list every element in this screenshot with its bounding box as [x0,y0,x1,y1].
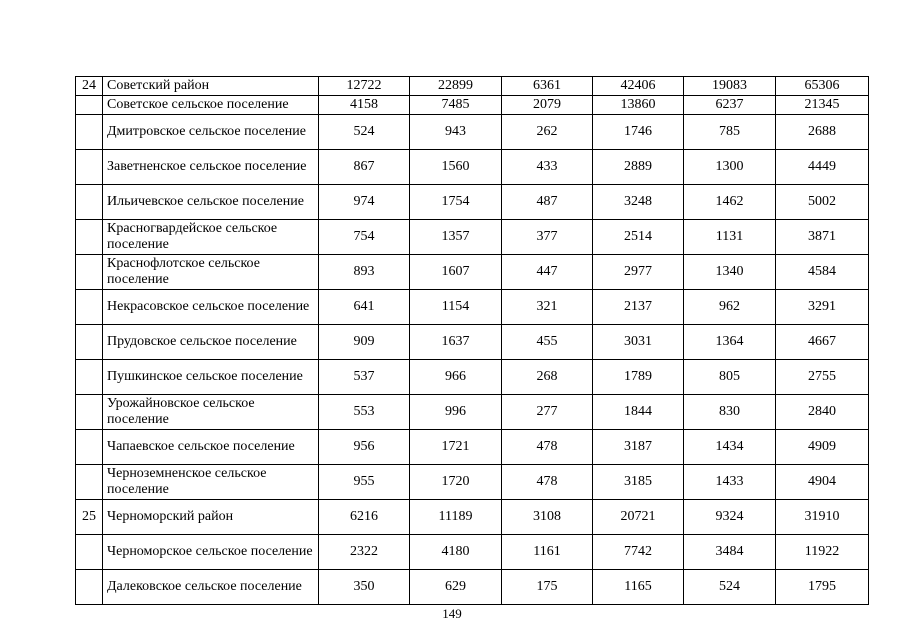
value-cell-3: 3108 [502,500,593,535]
settlement-name-cell: Красногвардейское сельское поселение [103,220,319,255]
table-row [76,255,869,290]
settlement-name-cell: Урожайновское сельское поселение [103,395,319,430]
value-cell-1: 4158 [319,96,410,115]
value-cell-2: 1754 [410,185,502,220]
value-cell-6: 4449 [776,150,869,185]
value-cell-2: 1607 [410,255,502,290]
value-cell-5: 6237 [684,96,776,115]
value-cell-5: 830 [684,395,776,430]
value-cell-2: 4180 [410,535,502,570]
value-cell-4: 42406 [593,77,684,96]
value-cell-1: 955 [319,465,410,500]
value-cell-4: 1165 [593,570,684,605]
row-number-cell [76,570,103,605]
row-number-cell [76,115,103,150]
value-cell-4: 3031 [593,325,684,360]
row-number-cell [76,255,103,290]
settlement-name-cell: Заветненское сельское поселение [103,150,319,185]
value-cell-1: 754 [319,220,410,255]
value-cell-3: 447 [502,255,593,290]
row-number-cell [76,465,103,500]
row-number-cell [76,185,103,220]
value-cell-5: 1300 [684,150,776,185]
value-cell-2: 11189 [410,500,502,535]
value-cell-1: 2322 [319,535,410,570]
settlement-name-cell: Советский район [103,77,319,96]
value-cell-4: 2889 [593,150,684,185]
settlement-name-cell: Черноземненское сельское поселение [103,465,319,500]
value-cell-4: 1844 [593,395,684,430]
value-cell-5: 524 [684,570,776,605]
value-cell-6: 65306 [776,77,869,96]
row-number-cell: 24 [76,77,103,96]
value-cell-3: 478 [502,430,593,465]
row-number-cell [76,150,103,185]
value-cell-2: 629 [410,570,502,605]
value-cell-2: 1560 [410,150,502,185]
value-cell-3: 478 [502,465,593,500]
settlement-name-cell: Некрасовское сельское поселение [103,290,319,325]
value-cell-5: 9324 [684,500,776,535]
table-row [76,150,869,185]
value-cell-5: 785 [684,115,776,150]
table-row [76,465,869,500]
value-cell-5: 3484 [684,535,776,570]
page-number: 149 [442,606,462,621]
table-row [76,96,869,115]
value-cell-6: 31910 [776,500,869,535]
value-cell-5: 962 [684,290,776,325]
value-cell-1: 893 [319,255,410,290]
value-cell-3: 433 [502,150,593,185]
settlement-name-cell: Черноморский район [103,500,319,535]
value-cell-2: 7485 [410,96,502,115]
settlement-name-cell: Советское сельское поселение [103,96,319,115]
value-cell-3: 262 [502,115,593,150]
table-row [76,395,869,430]
value-cell-6: 3291 [776,290,869,325]
value-cell-4: 20721 [593,500,684,535]
value-cell-5: 805 [684,360,776,395]
value-cell-4: 2137 [593,290,684,325]
table-row [76,220,869,255]
value-cell-3: 377 [502,220,593,255]
value-cell-6: 5002 [776,185,869,220]
value-cell-3: 321 [502,290,593,325]
value-cell-2: 1721 [410,430,502,465]
settlement-name-cell: Чапаевское сельское поселение [103,430,319,465]
value-cell-1: 974 [319,185,410,220]
settlement-name-cell: Прудовское сельское поселение [103,325,319,360]
table-row [76,535,869,570]
value-cell-2: 22899 [410,77,502,96]
value-cell-1: 553 [319,395,410,430]
value-cell-4: 3187 [593,430,684,465]
row-number-cell: 25 [76,500,103,535]
value-cell-5: 1364 [684,325,776,360]
settlement-name-cell: Пушкинское сельское поселение [103,360,319,395]
value-cell-6: 2840 [776,395,869,430]
table-row [76,500,869,535]
value-cell-4: 7742 [593,535,684,570]
value-cell-6: 4904 [776,465,869,500]
row-number-cell [76,360,103,395]
table-row [76,115,869,150]
value-cell-4: 2514 [593,220,684,255]
value-cell-6: 4584 [776,255,869,290]
table-row [76,185,869,220]
value-cell-5: 1434 [684,430,776,465]
value-cell-4: 3248 [593,185,684,220]
value-cell-4: 2977 [593,255,684,290]
value-cell-3: 487 [502,185,593,220]
value-cell-1: 6216 [319,500,410,535]
value-cell-3: 277 [502,395,593,430]
row-number-cell [76,96,103,115]
value-cell-3: 2079 [502,96,593,115]
value-cell-5: 1433 [684,465,776,500]
settlement-name-cell: Дмитровское сельское поселение [103,115,319,150]
table-row [76,77,869,96]
value-cell-3: 1161 [502,535,593,570]
row-number-cell [76,290,103,325]
value-cell-2: 1720 [410,465,502,500]
value-cell-2: 996 [410,395,502,430]
settlement-name-cell: Ильичевское сельское поселение [103,185,319,220]
value-cell-5: 1131 [684,220,776,255]
value-cell-6: 2688 [776,115,869,150]
value-cell-1: 537 [319,360,410,395]
settlement-name-cell: Далековское сельское поселение [103,570,319,605]
row-number-cell [76,395,103,430]
value-cell-2: 943 [410,115,502,150]
value-cell-1: 909 [319,325,410,360]
settlement-name-cell: Черноморское сельское поселение [103,535,319,570]
value-cell-4: 1789 [593,360,684,395]
table-row [76,570,869,605]
row-number-cell [76,430,103,465]
value-cell-1: 524 [319,115,410,150]
value-cell-1: 12722 [319,77,410,96]
value-cell-4: 1746 [593,115,684,150]
table-row [76,360,869,395]
value-cell-1: 641 [319,290,410,325]
value-cell-6: 2755 [776,360,869,395]
value-cell-4: 3185 [593,465,684,500]
value-cell-6: 1795 [776,570,869,605]
value-cell-1: 956 [319,430,410,465]
row-number-cell [76,325,103,360]
value-cell-6: 3871 [776,220,869,255]
table-row [76,430,869,465]
value-cell-6: 11922 [776,535,869,570]
settlement-name-cell: Краснофлотское сельское поселение [103,255,319,290]
value-cell-2: 966 [410,360,502,395]
value-cell-1: 350 [319,570,410,605]
value-cell-5: 1340 [684,255,776,290]
value-cell-6: 4667 [776,325,869,360]
value-cell-2: 1637 [410,325,502,360]
table-row [76,290,869,325]
table-row [76,325,869,360]
value-cell-6: 4909 [776,430,869,465]
value-cell-5: 19083 [684,77,776,96]
value-cell-1: 867 [319,150,410,185]
row-number-cell [76,220,103,255]
value-cell-4: 13860 [593,96,684,115]
value-cell-2: 1357 [410,220,502,255]
value-cell-3: 455 [502,325,593,360]
value-cell-6: 21345 [776,96,869,115]
value-cell-5: 1462 [684,185,776,220]
value-cell-2: 1154 [410,290,502,325]
row-number-cell [76,535,103,570]
value-cell-3: 6361 [502,77,593,96]
table-body [76,77,869,605]
value-cell-3: 268 [502,360,593,395]
value-cell-3: 175 [502,570,593,605]
data-table [75,76,869,605]
